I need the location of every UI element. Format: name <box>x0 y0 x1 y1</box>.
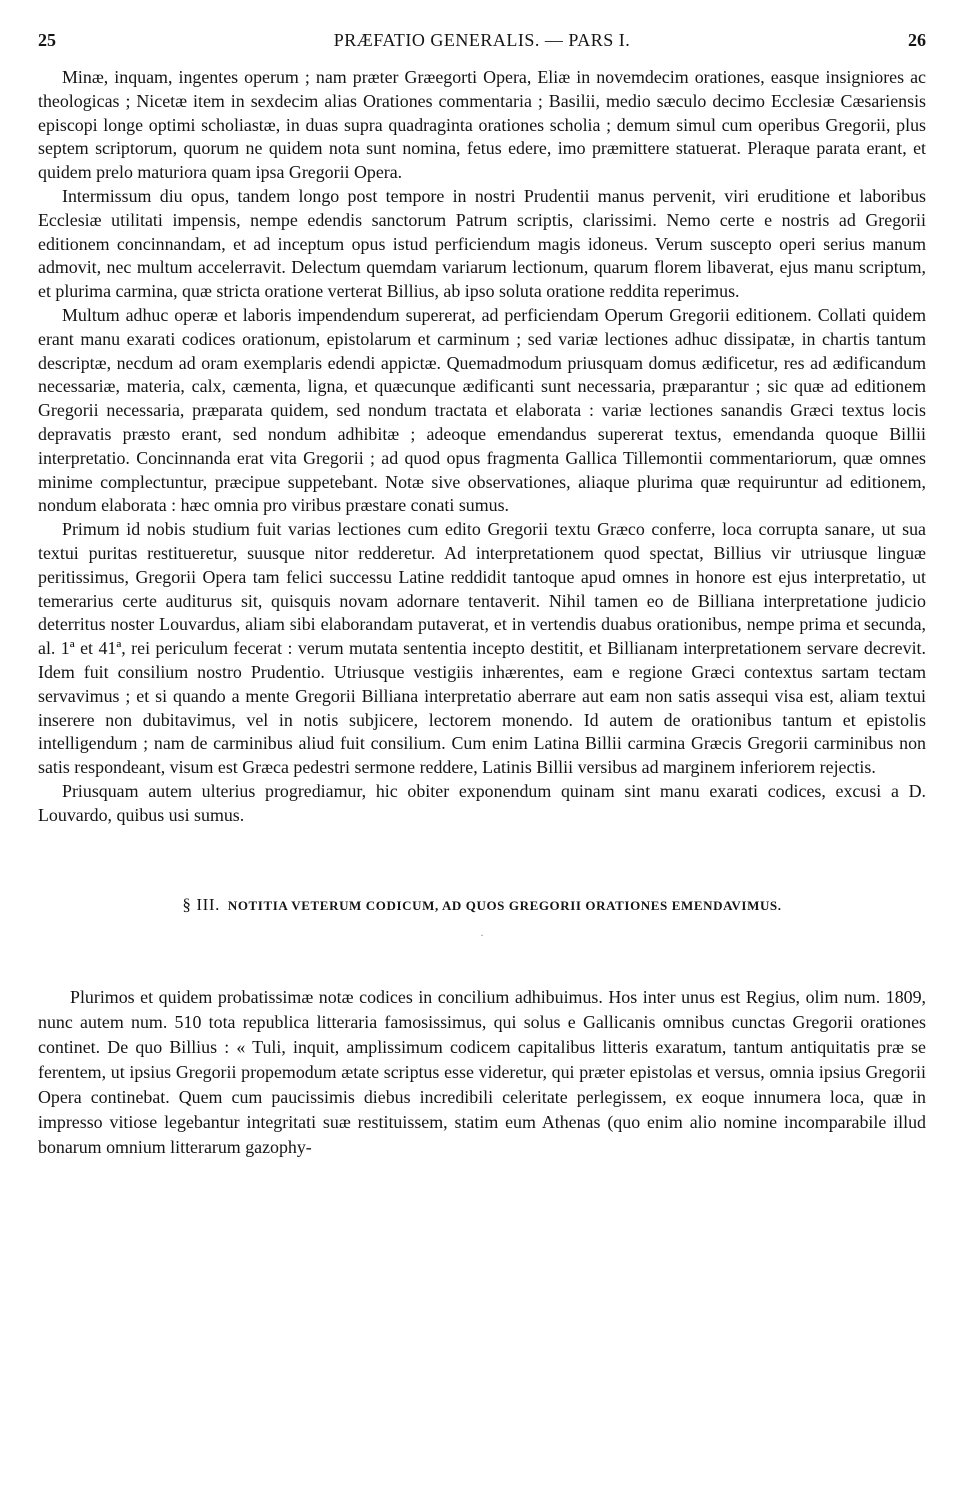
paragraph: Priusquam autem ulterius progrediamur, hic obiter exponendum quinam sint manu exarati codices, excusi a D. Louvardo, quibus usi sumus. <box>38 780 926 825</box>
document-page <box>38 30 926 1160</box>
page-number-left: 25 <box>38 30 56 50</box>
main-text <box>38 66 926 828</box>
running-header <box>38 30 926 66</box>
paragraph: Multum adhuc operæ et laboris impendendum supererat, ad perficiendam Operum Gregorii editionem. Collati quidem erant manu exarati codices orationum, epistolarum et carminum ; sed variæ lectiones adhuc dissipatæ, in chartis tantum descriptæ, necdum ad oram exemplaris edendi appictæ. Quemadmodum priusquam domus ædificetur, res ad ædificandum necessariæ, materia, calx, cæmenta, ligna, et quæcunque ædificanti sunt necessaria, præparantur ; sic quæ ad editionem Gregorii necessaria, præparata quidem, sed nondum tractata et elaborata : variæ lectiones sanandis Græci textus locis depravatis præsto erant, sed nondum adhibitæ ; adeoque emendandus supererat textus, emendanda quoque Billii interpretatio. Concinnanda erat vita Gregorii ; ad quod opus fragmenta Gallica Tillemontii commentariorum, quæ omnes minime complectuntur, præcipue suppetebant. Notæ sive observationes, aliaque plurima quæ requiruntur ad editionem, nondum elaborata : hæc omnia pro viribus præstare conati sumus. <box>38 304 926 516</box>
running-title: PRÆFATIO GENERALIS. — PARS I. <box>333 30 631 50</box>
section-heading <box>38 895 926 915</box>
section-paragraph: Plurimos et quidem probatissimæ notæ codices in concilium adhibuimus. Hos inter unus est Regius, olim num. 1809, nunc autem num. 510 tota republica litteraria famosissimus, qui solus e Gallicanis omnibus cunctas Gregorii orationes continet. De quo Billius : « Tuli, inquit, amplissimum codicem capitalibus litteris exaratum, tantum antiquitatis præ se ferentem, ut ipsius Gregorii propemodum ætate scriptus esse videretur, qui præter epistolas et versus, omnia ipsius Gregorii Opera continebat. Quem cum paucissimis diebus incredibili celeritate perlegissem, ex eoque innumera loca, quæ in impresso vitiose legebantur integritati suæ restituissem, statim eum Athenas (quo enim alio nomine incomparabile illud bonarum omnium litterarum gazophy- <box>38 986 926 1157</box>
section-title: NOTITIA VETERUM CODICUM, AD QUOS GREGORII ORATIONES EMENDAVIMUS. <box>227 897 782 913</box>
printer-mark: · <box>480 930 484 942</box>
section-sign: § III. <box>182 894 220 914</box>
paragraph: Minæ, inquam, ingentes operum ; nam præter Græegorti Opera, Eliæ in novemdecim orationes, easque insigniores ac theologicas ; Nicetæ item in sexdecim alias Orationes commentaria ; Basilii, medio sæculo decimo Ecclesiæ Cæsariensis episcopi longe optimi scholiastæ, in duas supra quadraginta orationes scholia ; demum simul cum operibus Gregorii, plus septem scriptorum, quorum ne quidem nota sunt nomina, fetus edere, imo præmittere statuerat. Pleraque parata erant, et quidem prelo maturiora quam ipsa Gregorii Opera. <box>38 67 926 183</box>
section-text <box>38 985 926 1160</box>
page-number-right: 26 <box>908 30 926 50</box>
paragraph: Intermissum diu opus, tandem longo post tempore in nostri Prudentii manus pervenit, viri eruditione et laboribus Ecclesiæ utilitati impensis, nempe edendis sanctorum Patrum scriptis, clarissimi. Nemo certe e nostris ad Gregorii editionem concinnandam, et ad inceptum opus istud perficiendum magis idoneus. Verum suscepto operi serius manum admovit, nec multum accelerravit. Delectum quemdam variarum lectionum, quarum florem libaverat, ejus manu scriptum, et plurima carmina, quæ stricta oratione verterat Billius, ab ipso soluta oratione reddita reperimus. <box>38 185 926 302</box>
paragraph: Primum id nobis studium fuit varias lectiones cum edito Gregorii textu Græco conferre, loca corrupta sanare, ut sua textui puritas restitueretur, suusque nitor redderetur. Ad interpretationem quod spectat, Billius vir utriusque linguæ peritissimus, Gregorii Opera tam felici successu Latine reddidit tantoque apud omnes in honore est ejus interpretatio, ut temerarius certe auditurus sit, quisquis novam adornare tentaverit. Nihil tamen eo de Billiana interpretatione judicio deterritus noster Louvardus, aliam sibi elaborandam putaverat, et in vertendis duabus orationibus, nempe prima et secunda, al. 1ª et 41ª, rei periculum fecerat : verum mutata sententia incepto destitit, et Billianam interpretationem servare decrevit. Idem fuit consilium nostro Prudentio. Utriusque vestigiis inhærentes, eam e regione Græci contextus sartam tectam servavimus ; et si quando a mente Gregorii Billiana interpretatio aberrare aut eam non satis assequi visa est, aliam textui inserere non dubitavimus, vel in notis subjicere, lectorem monendo. Id autem de orationibus tantum et epistolis intelligendum ; nam de carminibus aliud fuit consilium. Cum enim Latina Billii carmina Græcis Gregorii carminibus non satis respondeant, visum est Græca pedestri sermone reddere, Latinis Billii versibus ad marginem inferiorem rejectis. <box>38 519 926 778</box>
